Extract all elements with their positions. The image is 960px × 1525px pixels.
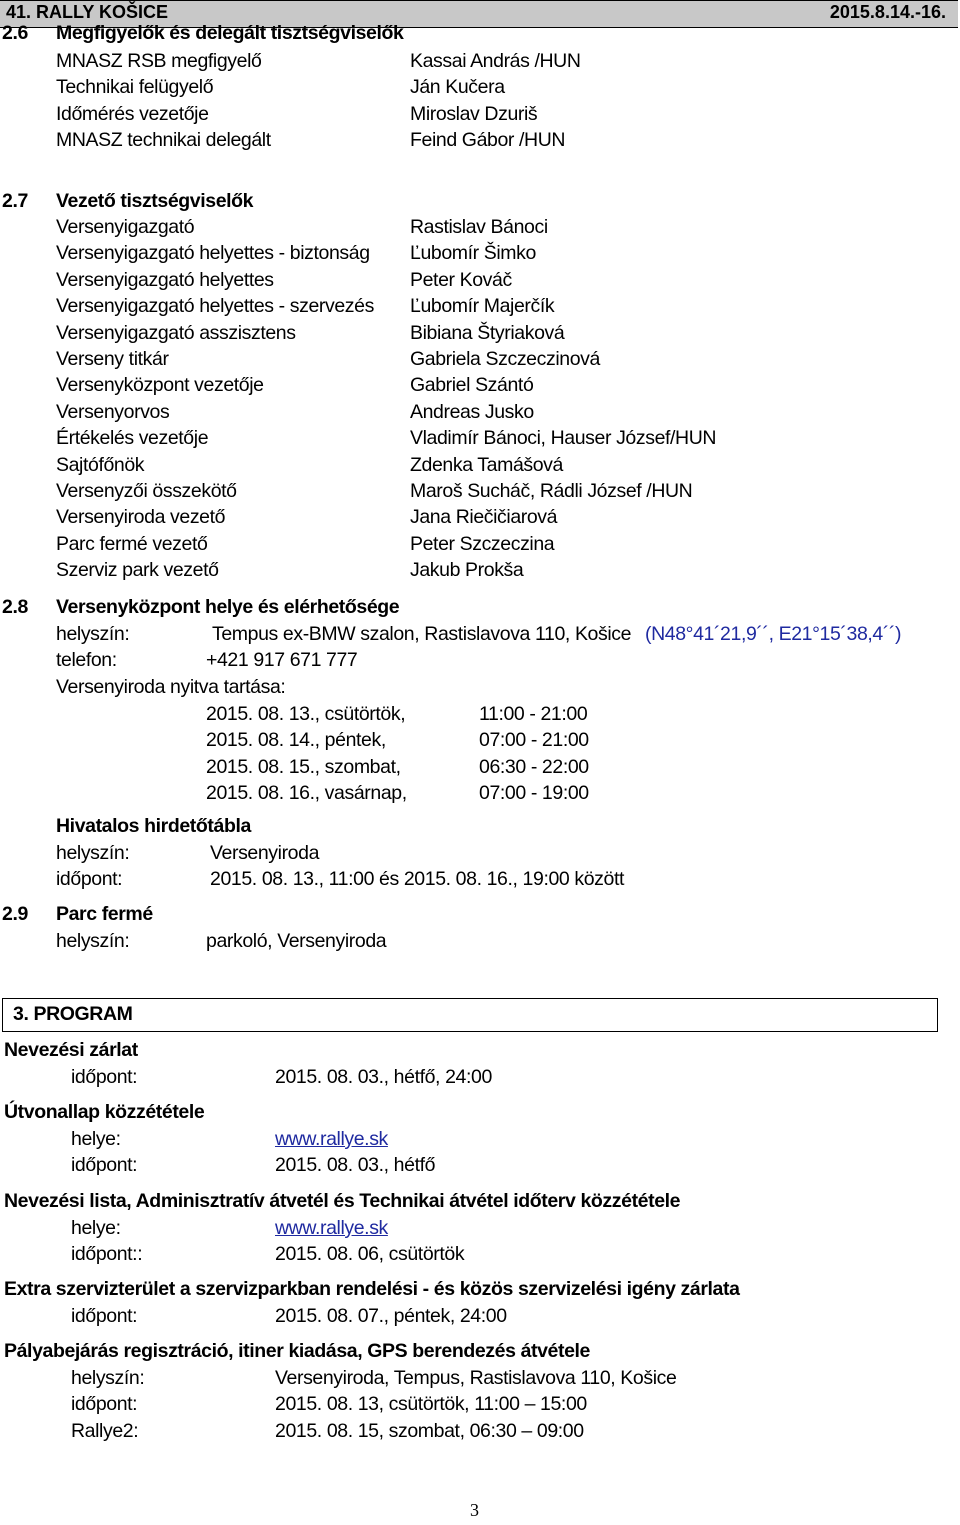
program-item-heading: Útvonallap közzététele [4,1101,205,1123]
program-item-label: helye: [71,1217,121,1239]
opening-day: 2015. 08. 16., vasárnap, [206,782,407,805]
official-role: MNASZ RSB megfigyelő [56,50,262,72]
program-item-value: 2015. 08. 03., hétfő, 24:00 [275,1066,492,1088]
official-name: Ľubomír Majerčík [410,295,555,318]
opening-time: 11:00 - 21:00 [479,703,588,725]
official-role: Versenyközpont vezetője [56,374,264,397]
opening-time: 07:00 - 21:00 [479,729,589,752]
official-name: Feind Gábor /HUN [410,129,566,152]
section-title: Vezető tisztségviselők [56,190,254,212]
board-time-label: időpont: [56,868,123,890]
program-item-value: Versenyiroda, Tempus, Rastislavova 110, Košice [275,1367,677,1389]
program-item-value: 2015. 08. 07., péntek, 24:00 [275,1305,507,1327]
section-number: 2.9 [2,903,28,925]
phone-label: telefon: [56,649,117,671]
program-item-label: helye: [71,1128,121,1150]
parc-ferme-label: helyszín: [56,930,130,952]
section-title: Versenyközpont helye és elérhetősége [56,596,400,618]
official-name: Ľubomír Šimko [410,242,536,265]
official-name: Gabriela Szczeczinová [410,348,600,370]
page-number: 3 [470,1500,479,1520]
program-item-value: 2015. 08. 13, csütörtök, 11:00 – 15:00 [275,1393,587,1416]
program-title: 3. PROGRAM [13,1003,133,1025]
program-section-box [2,998,938,1032]
official-role: Értékelés vezetője [56,427,209,450]
opening-time: 07:00 - 19:00 [479,782,589,805]
official-name: Zdenka Tamášová [410,453,563,476]
coordinates: (N48°41´21,9´´, E21°15´38,4´´) [645,623,902,645]
location-label: helyszín: [56,623,130,645]
board-location-value: Versenyiroda [210,842,320,864]
section-title: Megfigyelők és delegált tisztségviselők [56,22,404,44]
official-role: Parc fermé vezető [56,532,208,555]
board-title: Hivatalos hirdetőtábla [56,815,251,837]
program-item-heading: Pályabejárás regisztráció, itiner kiadása, GPS berendezés átvétele [4,1340,590,1362]
official-name: Rastislav Bánoci [410,216,548,238]
official-name: Andreas Jusko [410,400,534,423]
official-role: Időmérés vezetője [56,102,209,125]
hours-title: Versenyiroda nyitva tartása: [56,676,286,698]
program-item-label: időpont: [71,1154,138,1177]
official-name: Miroslav Dzuriš [410,102,538,125]
opening-day: 2015. 08. 15., szombat, [206,755,401,778]
program-item-value: 2015. 08. 15, szombat, 06:30 – 09:00 [275,1419,584,1442]
official-role: Versenyorvos [56,400,170,423]
official-name: Bibiana Štyriaková [410,321,565,344]
official-role: Technikai felügyelő [56,76,214,99]
official-role: Verseny titkár [56,348,169,370]
board-time-value: 2015. 08. 13., 11:00 és 2015. 08. 16., 19:00 között [210,868,624,890]
official-role: Szerviz park vezető [56,559,219,582]
official-name: Maroš Sucháč, Rádli József /HUN [410,480,693,502]
rally-dates: 2015.8.14.-16. [829,2,946,22]
program-item-heading: Extra szervizterület a szervizparkban rendelési - és közös szervizelési igény zárlata [4,1278,740,1300]
program-item-heading: Nevezési zárlat [4,1039,138,1061]
program-item-label: Rallye2: [71,1419,139,1442]
board-location-label: helyszín: [56,842,130,864]
official-role: Versenyigazgató asszisztens [56,321,296,344]
phone-value: +421 917 671 777 [206,649,358,671]
official-name: Jana Riečičiarová [410,506,558,529]
official-role: Versenyzői összekötő [56,480,237,502]
section-title: Parc fermé [56,903,153,925]
official-name: Jakub Prokša [410,559,524,582]
location-value: Tempus ex-BMW szalon, Rastislavova 110, Košice [212,623,632,645]
website-link[interactable]: www.rallye.sk [275,1128,388,1150]
official-name: Vladimír Bánoci, Hauser József/HUN [410,427,717,450]
program-item-label: helyszín: [71,1367,145,1389]
official-role: Versenyigazgató [56,216,195,238]
program-item-value: 2015. 08. 06, csütörtök [275,1243,465,1266]
official-name: Peter Szczeczina [410,532,555,555]
program-item-label: időpont: [71,1393,138,1416]
program-item-value: 2015. 08. 03., hétfő [275,1154,436,1177]
opening-day: 2015. 08. 14., péntek, [206,729,386,752]
program-item-label: időpont: [71,1305,138,1327]
official-name: Gabriel Szántó [410,374,534,397]
official-role: Versenyigazgató helyettes - szervezés [56,295,374,318]
rally-title: 41. RALLY KOŠICE [6,2,169,22]
official-name: Kassai András /HUN [410,50,581,72]
opening-time: 06:30 - 22:00 [479,755,589,778]
official-role: MNASZ technikai delegált [56,129,271,152]
section-number: 2.8 [2,596,28,618]
section-number: 2.7 [2,190,28,212]
section-number: 2.6 [2,22,28,44]
opening-day: 2015. 08. 13., csütörtök, [206,703,406,725]
program-item-label: időpont:: [71,1243,143,1266]
website-link[interactable]: www.rallye.sk [275,1217,388,1239]
official-name: Ján Kučera [410,76,505,99]
parc-ferme-value: parkoló, Versenyiroda [206,930,387,952]
official-role: Versenyiroda vezető [56,506,226,529]
program-item-heading: Nevezési lista, Adminisztratív átvetél és Technikai átvétel időterv közzététele [4,1190,681,1212]
official-role: Sajtófőnök [56,453,145,476]
official-name: Peter Kováč [410,268,512,291]
official-role: Versenyigazgató helyettes [56,268,274,291]
official-role: Versenyigazgató helyettes - biztonság [56,242,370,265]
program-item-label: időpont: [71,1066,138,1088]
